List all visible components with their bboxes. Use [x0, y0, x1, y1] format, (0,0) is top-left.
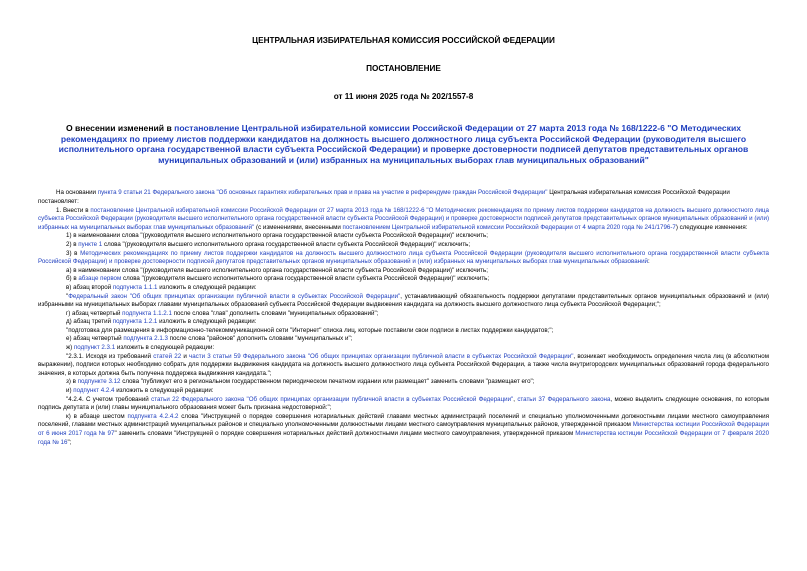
paragraph-1-3	[38, 250, 769, 267]
paragraph-e	[38, 335, 769, 344]
text: 2) в	[66, 240, 79, 248]
title-link[interactable]: постановление Центральной избирательной комиссии Российской Федерации от 27 марта 2013 года № 168/1222-6 "О Методических рекомендациях по приему листов поддержки кандидатов на должность высшего должностного лица субъекта Российской Федерации (руководителя высшего исполнительного органа государственной власти субъекта Российской Федерации) и проверке достоверности подписей депутатов представительных органов муниципальных образований и (или) избранных на муниципальных выборах глав муниципальных образований"	[58, 123, 749, 165]
title-text: О внесении изменений в	[65, 123, 175, 133]
paragraph-zh-text	[38, 353, 769, 379]
paragraph-i	[38, 387, 769, 396]
document-body	[38, 189, 769, 447]
paragraph-1-1: 1) в наименовании слова "(руководителя высшего исполнительного органа государственной власти субъекта Российской Федерации)" исключить;	[66, 232, 488, 240]
text: и	[181, 352, 190, 360]
text: изложить в следующей редакции:	[157, 283, 257, 291]
text: слова "публикует его в региональном государственном периодическом печатном издании или размещает" заменить словами "размещает его";	[120, 378, 535, 386]
text: (с изменениями, внесенными	[254, 223, 343, 231]
text: после слова "глав" дополнить словами "муниципальных образований";	[171, 309, 379, 317]
text: слова "Инструкцией о порядке совершения нотариальных действий главами местных администраций поселений и специально уполномоченными должностными лицами местного самоуправления поселений, главами местных администраций муниципальных районов и специально уполномоченными должностными лицами местного самоуправления муниципальных районов, утвержденной приказом	[38, 412, 769, 429]
text: в) абзац второй	[66, 283, 113, 291]
paragraph-k	[38, 413, 769, 447]
text: изложить в следующей редакции:	[157, 318, 257, 326]
paragraph-v	[38, 284, 769, 293]
text: , устанавливающий обязательность поддержки депутатами представительных органов муниципальных образований и (или) избранными на муниципальных выборах главами муниципальных образований субъекта Российской Федерации выдвижения кандидата на должность высшего должностного лица субъекта Российской Федерации;";	[38, 292, 769, 309]
link-recommendations[interactable]: Методических рекомендациях по приему листов поддержки кандидатов на должность высшего должностного лица субъекта Российской Федерации (руководителя высшего исполнительного органа государственной власти субъекта Российской Федерации) и проверке достоверности подписей депутатов представительных органов муниципальных образований и (или) избранных на муниципальных выборах глав муниципальных образований	[38, 249, 770, 266]
text: к) в абзаце шестом	[66, 412, 128, 420]
link-article-22-law[interactable]: статьи 22 Федерального закона "Об общих принципах организации публичной власти в субъектах Российской Федерации"	[151, 395, 514, 403]
paragraph-a: а) в наименовании слова "(руководителя высшего исполнительного органа государственной власти субъекта Российской Федерации)" исключить;	[66, 266, 488, 274]
paragraph-b	[38, 275, 769, 284]
paragraph-1	[38, 207, 769, 233]
text: изложить в следующей редакции:	[115, 344, 215, 352]
link-article-37[interactable]: статьи 37 Федерального закона	[517, 395, 611, 403]
text: " заменить словами "Инструкцией о порядке совершения нотариальных действий должностными лицами местного самоуправления, утвержденной приказом	[114, 430, 576, 437]
text: б) в	[66, 275, 79, 283]
paragraph-g	[38, 310, 769, 319]
document-type: ПОСТАНОВЛЕНИЕ	[366, 64, 441, 73]
text: ,	[513, 395, 518, 403]
paragraph-resolves: постановляет:	[38, 197, 79, 205]
paragraph-i-text	[38, 396, 769, 413]
link-point-1[interactable]: пункте 1	[78, 240, 103, 248]
text: :	[648, 258, 650, 266]
text: "4.2.4. С учетом требований	[66, 395, 152, 403]
text: ) следующие изменения:	[675, 223, 748, 231]
link-article-22[interactable]: статей 22	[153, 352, 182, 360]
link-subpoint-1-1-1[interactable]: подпункта 1.1.1	[112, 283, 158, 291]
text: з) в	[66, 378, 78, 386]
text: слова "(руководителя высшего исполнительного органа государственной власти субъекта Российской Федерации)" исключить;	[121, 275, 490, 283]
text: после слова "районов" дополнить словами "муниципальных и";	[167, 335, 353, 343]
text: д) абзац третий	[66, 318, 113, 326]
text: Центральная избирательная комиссия Российской Федерации	[547, 189, 730, 197]
link-resolution[interactable]: постановление Центральной избирательной комиссии Российской Федерации от 27 марта 2013 года № 168/1222-6 "О Методических рекомендациях по приему листов поддержки кандидатов на должность высшего должностного лица субъекта Российской Федерации (руководителя высшего исполнительного органа государственной власти субъекта Российской Федерации) и проверке достоверности подписей депутатов представительных органов муниципальных образований и (или) избранных на муниципальных выборах глав муниципальных образований"	[38, 206, 769, 231]
text: "	[66, 292, 69, 300]
link-law-article[interactable]: пункта 9 статьи 21 Федерального закона "Об основных гарантиях избирательных прав и права на участие в референдуме граждан Российской Федерации"	[97, 189, 548, 197]
organization-name: ЦЕНТРАЛЬНАЯ ИЗБИРАТЕЛЬНАЯ КОМИССИЯ РОССИЙСКОЙ ФЕДЕРАЦИИ	[252, 36, 555, 45]
text: ";	[67, 438, 72, 446]
text: и)	[66, 387, 74, 395]
text: , можно выделить следующие основания, по которым подпись депутата и (или) главы муниципального образования может быть признана недостоверной:";	[38, 395, 769, 412]
link-subpoint-1-1-2-1[interactable]: подпункта 1.1.2.1	[122, 309, 172, 317]
text: На основании	[56, 189, 98, 197]
text: г) абзац четвертый	[66, 309, 123, 317]
document-title	[48, 123, 759, 165]
paragraph-z	[38, 378, 769, 387]
link-subpoint-1-2-1[interactable]: подпункта 1.2.1	[112, 318, 158, 326]
text: изложить в следующей редакции:	[114, 387, 214, 395]
link-ministry-order-97[interactable]: Министерства юстиции Российской Федерации от 6 июня 2017 года № 97	[38, 421, 769, 437]
link-article-59[interactable]: части 3 статьи 59 Федерального закона "Об общих принципах организации публичной власти в субъектах Российской Федерации"	[189, 352, 574, 360]
link-federal-law[interactable]: Федеральный закон "Об общих принципах организации публичной власти в субъектах Российской Федерации"	[68, 292, 401, 300]
text: 1. Внести в	[56, 206, 91, 214]
link-first-paragraph[interactable]: абзаце первом	[78, 275, 122, 283]
link-subpoint-2-3-1[interactable]: подпункт 2.3.1	[73, 344, 116, 352]
link-subpoint-4-2-4[interactable]: подпункт 4.2.4	[73, 387, 115, 395]
link-subpoint-4-2-4-2[interactable]: подпункта 4.2.4.2	[127, 412, 179, 420]
paragraph-d	[38, 318, 769, 327]
text: е) абзац четвертый	[66, 335, 124, 343]
link-resolution-amendment[interactable]: постановлением Центральной избирательной комиссии Российской Федерации от 4 марта 2020 года № 241/1796-7	[342, 223, 676, 231]
text: , возникает необходимость определения числа лиц (в абсолютном выражении), подписи которых необходимо собрать для поддержки выдвижения кандидата на должность высшего должностного лица субъекта Российской Федерации, а также числа внутригородских муниципальных образований города федерального значения, в которых должна быть получена поддержка выдвижения кандидата.";	[38, 352, 769, 377]
link-subpoint-3-12[interactable]: подпункте 3.12	[77, 378, 121, 386]
text: 3) в	[66, 249, 81, 257]
link-subpoint-2-1-3[interactable]: подпункта 2.1.3	[123, 335, 168, 343]
paragraph-1-2	[38, 241, 769, 250]
paragraph-v-text	[38, 293, 769, 310]
text: ж)	[66, 344, 74, 352]
paragraph-d-text: "подготовка для размещения в информационно-телекоммуникационной сети "Интернет" списка лиц, которые поставили свои подписи в листах поддержки кандидатов;";	[66, 326, 554, 334]
paragraph-zh	[38, 344, 769, 353]
link-ministry-order-16[interactable]: Министерства юстиции Российской Федерации от 7 февраля 2020 года № 16	[38, 430, 770, 446]
document-date-number: от 11 июня 2025 года № 202/1557-8	[333, 92, 474, 101]
paragraph-preamble	[38, 189, 769, 198]
text: "2.3.1. Исходя из требований	[66, 352, 154, 360]
text: слова "(руководителя высшего исполнительного органа государственной власти субъекта Российской Федерации)" исключить;	[102, 240, 471, 248]
